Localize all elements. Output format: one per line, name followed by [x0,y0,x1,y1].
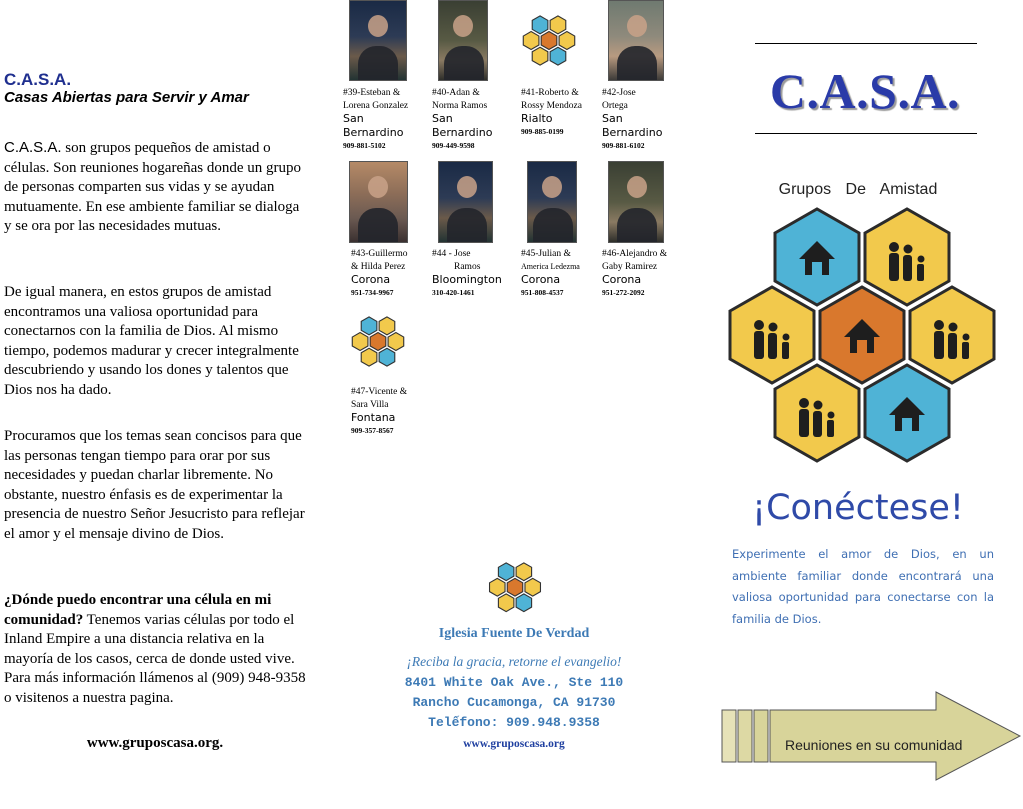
church-website-link[interactable]: www.gruposcasa.org [463,738,565,750]
member-photo-46 [608,161,664,243]
member-card-42 [602,87,684,151]
grupos-hex-large-icon [727,203,997,468]
member-photo-42 [608,0,664,81]
member-name-line1: #44 - Jose [432,249,471,259]
connect-title: ¡Conéctese! [752,488,964,528]
member-card-44 [432,248,514,298]
where-answer: Tenemos varias células por todo el Inland Empire a una distancia relativa en la mayoría de los casos, cerca de donde usted vive. Para más información llámenos al (909) 948-9358 o visitenos a nuestra pagina. [4,611,306,706]
member-phone: 909-881-6102 [602,141,645,150]
member-card-40 [432,87,514,151]
arrow-shape-icon [720,690,1023,782]
member-card-47 [351,386,433,436]
grupos-hex-icon [487,559,543,621]
member-phone: 909-881-5102 [343,141,386,150]
brand-title: C.A.S.A. [769,63,961,119]
title-rule-top [755,43,977,44]
casa-heading [4,70,304,107]
member-name-line2: Ortega [602,100,628,111]
member-city: Fontana [351,411,396,424]
member-photo-40 [438,0,488,81]
member-name-line2: Gaby Ramirez [602,261,658,272]
member-phone: 909-885-0199 [521,127,564,136]
member-city: Corona [602,273,642,286]
left-website-link[interactable]: www.gruposcasa.org. [86,735,224,751]
casa-subtitle: Casas Abiertas para Servir y Amar [4,89,249,106]
member-photo-43 [349,161,408,243]
member-city: Rialto [521,112,553,125]
member-name-line1: #39-Esteban & [343,88,401,98]
grupos-main-logo [727,203,997,468]
member-logo-47 [350,313,406,379]
member-city: San Bernardino [432,112,493,139]
member-phone: 310-420-1461 [432,288,475,297]
logo-title: Grupos De Amistad [778,181,938,198]
member-city: Corona [351,273,391,286]
member-phone: 909-449-9598 [432,141,475,150]
member-card-43 [351,248,433,298]
member-logo-41 [521,12,577,78]
member-name-line1: #45-Julian & [521,249,571,259]
intro-paragraph [4,138,306,237]
second-paragraph: De igual manera, en estos grupos de amistad encontramos una valiosa oportunidad para conectarnos con la familia de Dios. Al mismo tiempo, podemos madurar y crecer integralmente descubriendo y usando los dones y talentos que Dios nos ha dado. [4,284,299,398]
church-logo [487,559,543,621]
third-paragraph: Procuramos que los temas sean concisos para que las personas tengan tiempo para orar por sus necesidades y puedan charlar libremente. No obstante, nuestro énfasis es de experimentar la presencia de nuestro Señor Jesucristo para reflejar el amor y el mensaje divino de Dios. [4,428,305,542]
title-rule-bottom [755,133,977,134]
member-name-line2: & Hilda Perez [351,261,406,272]
member-name-line1: #42-Jose [602,88,636,98]
community-arrow [720,690,1023,782]
grupos-hex-icon [350,313,406,379]
connect-description: Experimente el amor de Dios, en un ambiente familiar donde encontrará una valiosa oportunidad para conectarse con la familia de Dios. [732,547,994,626]
member-card-39 [343,87,425,151]
member-name-line1: #41-Roberto & [521,88,579,98]
member-card-45 [521,248,603,298]
grupos-hex-icon [521,12,577,78]
member-name-line2: Lorena Gonzalez [343,100,409,111]
where-question: ¿Dónde puedo encontrar una célula en mi comunidad? [4,592,272,628]
member-name-line1: #47-Vicente & [351,387,408,397]
member-photo-39 [349,0,407,81]
member-name-line2: Rossy Mendoza [521,100,582,111]
member-city: San Bernardino [343,112,404,139]
member-name-line1: #43-Guillermo [351,249,408,259]
church-motto: ¡Reciba la gracia, retorne el evangelio! [406,654,622,669]
church-address-line1: 8401 White Oak Ave., Ste 110 [404,675,624,690]
member-phone: 951-272-2092 [602,288,645,297]
church-name: Iglesia Fuente De Verdad [438,626,590,641]
community-label: Reuniones en su comunidad [785,737,963,753]
church-address-line2: Rancho Cucamonga, CA 91730 [412,695,616,710]
member-city: Bloomington [432,273,502,286]
casa-title: C.A.S.A. [4,70,72,89]
member-card-46 [602,248,684,298]
member-name-line1: #40-Adan & [432,88,480,98]
member-name-line1: #46-Alejandro & [602,249,668,259]
member-city: Corona [521,273,561,286]
member-photo-45 [527,161,577,243]
intro-lead: C.A.S.A. [4,139,62,156]
member-name-line2: Ramos [454,261,481,272]
member-photo-44 [438,161,493,243]
member-city: San Bernardino [602,112,663,139]
intro-text: son grupos pequeños de amistad o células. Son reuniones hogareñas donde un grupo de personas comparten sus vidas y se ayudan mutuamente. En ese ambiente familiar se dialoga y se ora por las necesidades mutuas. [4,140,302,234]
member-phone: 951-734-9967 [351,288,394,297]
member-name-line2: America Ledezma [521,261,580,271]
member-card-41 [521,87,603,137]
church-phone: Telếfono: 909.948.9358 [428,715,600,730]
member-phone: 909-357-8567 [351,426,394,435]
member-name-line2: Sara Villa [351,399,389,410]
member-name-line2: Norma Ramos [432,100,488,111]
where-paragraph [4,591,306,708]
member-phone: 951-808-4537 [521,288,564,297]
